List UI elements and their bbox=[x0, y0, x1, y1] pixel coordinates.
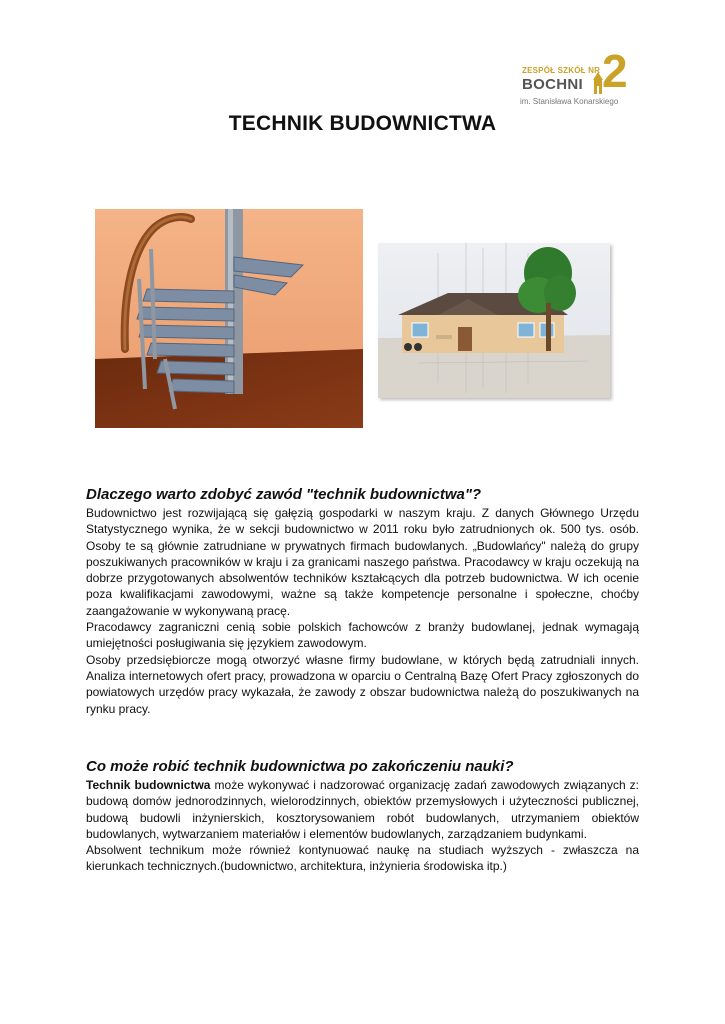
section-career bbox=[86, 758, 639, 875]
school-logo bbox=[520, 45, 632, 112]
section-why-heading: Dlaczego warto zdobyć zawód "technik budownictwa"? bbox=[86, 486, 482, 503]
section-why bbox=[86, 486, 639, 717]
section-why-paragraph-3: Osoby przedsiębiorcze mogą otworzyć własne firmy budowlane, w których będą zatrudniali innych. Analiza internetowych ofert pracy, prowadzona w oparciu o Centralną Bazę Ofert Pracy zgłoszonych do powiatowych urzędów pracy wykazała, że zawody z obszar budownictwa należą do poszukiwanych na rynku pracy. bbox=[86, 652, 639, 716]
logo-line2: BOCHNI bbox=[522, 76, 583, 93]
section-career-paragraph-2: Absolwent technikum może również kontynuować naukę na studiach wyższych - zwłaszcza na kierunkach technicznych.(budownictwo, architektura, inżynieria środowiska itp.) bbox=[86, 843, 639, 874]
section-career-paragraph-1 bbox=[86, 777, 639, 842]
spiral-staircase-image bbox=[95, 209, 363, 428]
section-career-paragraph-1-text: może wykonywać i nadzorować organizację zadań zawodowych związanych z: budową domów jednorodzinnych, wielorodzinnych, obiektów przemysłowych i użyteczności publicznej, budową budowli inżynierskich, kosztorysowaniem robót budowlanych, utrzymaniem obiektów budowlanych, wytwarzaniem materiałów i elementów budowlanych, zarządzaniem budynkami. bbox=[86, 778, 640, 841]
section-why-paragraph-2: Pracodawcy zagraniczni cenią sobie polskich fachowców z branży budowlanej, jednak wymagają umiejętności posługiwania się językiem zawodowym. bbox=[86, 620, 639, 651]
logo-number: 2 bbox=[602, 45, 628, 97]
bold-lead: Technik budownictwa bbox=[86, 778, 211, 792]
house-render-image bbox=[378, 243, 610, 398]
section-career-heading: Co może robić technik budownictwa po zakończeniu nauki? bbox=[86, 758, 514, 775]
logo-line3: im. Stanisława Konarskiego bbox=[520, 97, 619, 106]
section-why-paragraph-1: Budownictwo jest rozwijającą się gałęzią gospodarki w naszym kraju. Z danych Głównego Urzędu Statystycznego wynika, że w sekcji budownictwo w 2011 roku było zatrudnionych ok. 500 tys. osób. Osoby te są głównie zatrudniane w prywatnych firmach budowlanych. „Budowlańcy" należą do grupy poszukiwanych pracowników w kraju i za granicami naszego państwa. Pracodawcy w kraju oczekują na dobrze przygotowanych absolwentów techników kształcących dla potrzeb budownictwa. W ich ocenie poza kwalifikacjami zawodowymi, ważne są także kompetencje personalne i społeczne, choćby zaangażowanie w wykonywaną pracę. bbox=[86, 506, 639, 618]
logo-line1: ZESPÓŁ SZKÓŁ NR bbox=[522, 66, 601, 75]
page-title: TECHNIK BUDOWNICTWA bbox=[228, 112, 497, 135]
